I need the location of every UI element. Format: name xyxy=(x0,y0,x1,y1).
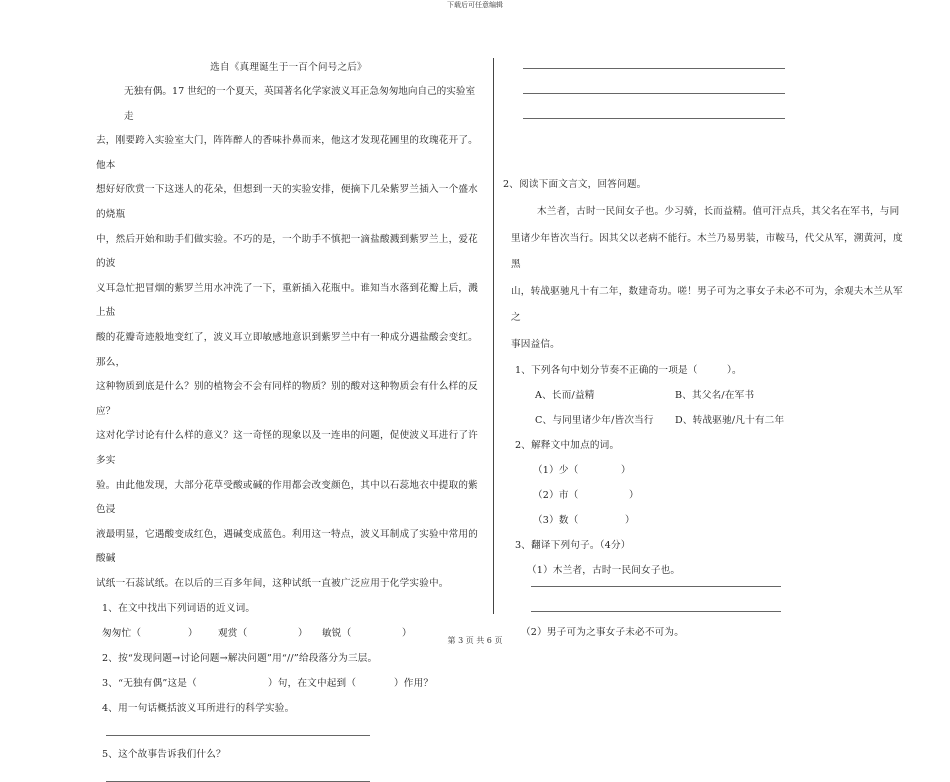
r-q3-sub2-text: （2）男子可为之事女子未必不可为。 xyxy=(521,627,685,638)
left-column xyxy=(88,58,483,782)
passage-line: 这对化学讨论有什么样的意义？这一奇怪的现象以及一连串的问题，促使波义耳进行了许多实 xyxy=(96,430,478,466)
passage-line: 酸的花瓣奇迹般地变红了，波义耳立即敏感地意识到紫罗兰中有一种成分遇盐酸会变红。那么， xyxy=(96,331,478,368)
passage-line: 中，然后开始和助手们做实验。不巧的是，一个助手不慎把一滴盐酸溅到紫罗兰上，爱花的波 xyxy=(96,233,478,270)
passage-line: 无独有偶。17 世纪的一个夏天，英国著名化学家波义耳正急匆匆地向自己的实验室走 xyxy=(124,86,476,122)
passage-line: 去，刚要跨入实验室大门，阵阵醉人的香味扑鼻而来，他这才发现花圃里的玫瑰花开了。他本 xyxy=(96,135,478,171)
option-d[interactable]: D、转战驱驰/凡十有二年 xyxy=(675,415,785,426)
q3-part-3: ）作用？ xyxy=(394,678,434,690)
r-q3-sub1-text: （1）木兰者，古时一民间女子也。 xyxy=(527,565,681,576)
passage-line: 义耳急忙把冒烟的紫罗兰用水冲洗了一下，重新插入花瓶中。谁知当水落到花瓣上后，溅上盐 xyxy=(96,282,478,319)
question-4: 4、用一句话概括波义耳所进行的科学实验。 xyxy=(102,703,295,715)
page-footer: 第 3 页 共 6 页 xyxy=(447,636,503,645)
classical-passage xyxy=(503,199,908,358)
r-q3-sub-1 xyxy=(503,558,908,583)
r-q2-text: 2、解释文中加点的词。 xyxy=(515,440,620,451)
passage xyxy=(88,80,483,596)
r-q1-end: ）。 xyxy=(727,365,742,376)
q2-item-2-open: （2）市（ xyxy=(533,490,579,501)
q2-item-2-close: ） xyxy=(629,490,639,501)
question-3 xyxy=(88,671,483,696)
question-2: 2、按“发现问题→讨论问题→解决问题”用“//”给段落分为三层。 xyxy=(102,653,378,665)
passage-line: 试纸一石蕊试纸。在以后的三百多年间，这种试纸一直被广泛应用于化学实验中。 xyxy=(96,577,449,589)
q1-item-3-close: ） xyxy=(402,628,412,640)
q2-item-3 xyxy=(503,508,908,533)
r-question-3 xyxy=(503,533,908,558)
passage-line: 这种物质到底是什么？别的植物会不会有同样的物质？别的酸对这种物质会有什么样的反应？ xyxy=(96,381,478,417)
question-1: 1、在文中找出下列词语的近义词。 xyxy=(102,603,256,615)
question-5: 5、这个故事告诉我们什么？ xyxy=(102,749,226,761)
q1-item-2-open: 观赏（ xyxy=(218,628,248,640)
q2-item-1 xyxy=(503,458,908,483)
options-row-2 xyxy=(503,408,908,433)
q1-item-1-close: ） xyxy=(188,628,198,640)
classical-line: 事因益信。 xyxy=(511,338,560,350)
section-2-title: 2、阅读下面文言文，回答问题。 xyxy=(503,179,647,190)
source-title: 选自《真理诞生于一百个问号之后》 xyxy=(210,62,367,73)
r-question-2 xyxy=(503,433,908,458)
q3-part-2: ）句，在文中起到（ xyxy=(268,678,357,690)
q3-part-1: 3、“无独有偶”这是（ xyxy=(102,678,197,690)
column-divider xyxy=(493,58,494,614)
option-a[interactable]: A、长而/益精 xyxy=(535,390,595,401)
option-b[interactable]: B、其父名/在军书 xyxy=(675,390,755,401)
q2-item-1-open: （1）少（ xyxy=(533,465,579,476)
classical-line: 木兰者，古时一民间女子也。少习骑，长而益精。值可汗点兵，其父名在军书，与同 xyxy=(537,206,900,217)
q2-item-1-close: ） xyxy=(621,465,631,476)
r-q1-text: 1、下列各句中划分节奏不正确的一项是（ xyxy=(515,365,698,376)
right-column xyxy=(503,58,908,645)
r-question-1 xyxy=(503,358,908,383)
r-q3-text: 3、翻译下列句子。（4分） xyxy=(515,540,631,551)
passage-line: 验。由此他发现，大部分花草受酸或碱的作用都会改变颜色，其中以石蕊地衣中提取的紫色浸 xyxy=(96,479,478,516)
classical-line: 山，转战驱驰凡十有二年，数建奇功。嗟！男子可为之事女子未必不可为，余观夫木兰从军之 xyxy=(511,285,903,323)
classical-line: 里诸少年皆次当行。因其父以老病不能行。木兰乃易男装，市鞍马，代父从军，溯黄河，度黑 xyxy=(511,232,903,270)
passage-line: 想好好欣赏一下这迷人的花朵，但想到一天的实验安排，便摘下几朵紫罗兰插入一个盛水的烧瓶 xyxy=(96,184,478,220)
page-header: 下载后可任意编辑 xyxy=(447,1,503,9)
q1-item-2-close: ） xyxy=(298,628,308,640)
option-c[interactable]: C、与同里诸少年/皆次当行 xyxy=(535,415,654,426)
q2-item-2 xyxy=(503,483,908,508)
q1-item-1-open: 匆匆忙（ xyxy=(102,628,142,640)
q2-item-3-open: （3）数（ xyxy=(533,515,579,526)
options-row-1 xyxy=(503,383,908,408)
q2-item-3-close: ） xyxy=(625,515,635,526)
q1-item-3-open: 敏锐（ xyxy=(322,628,352,640)
passage-line: 液最明显，它遇酸变成红色，遇碱变成蓝色。利用这一特点，波义耳制成了实验中常用的酸碱 xyxy=(96,528,478,565)
